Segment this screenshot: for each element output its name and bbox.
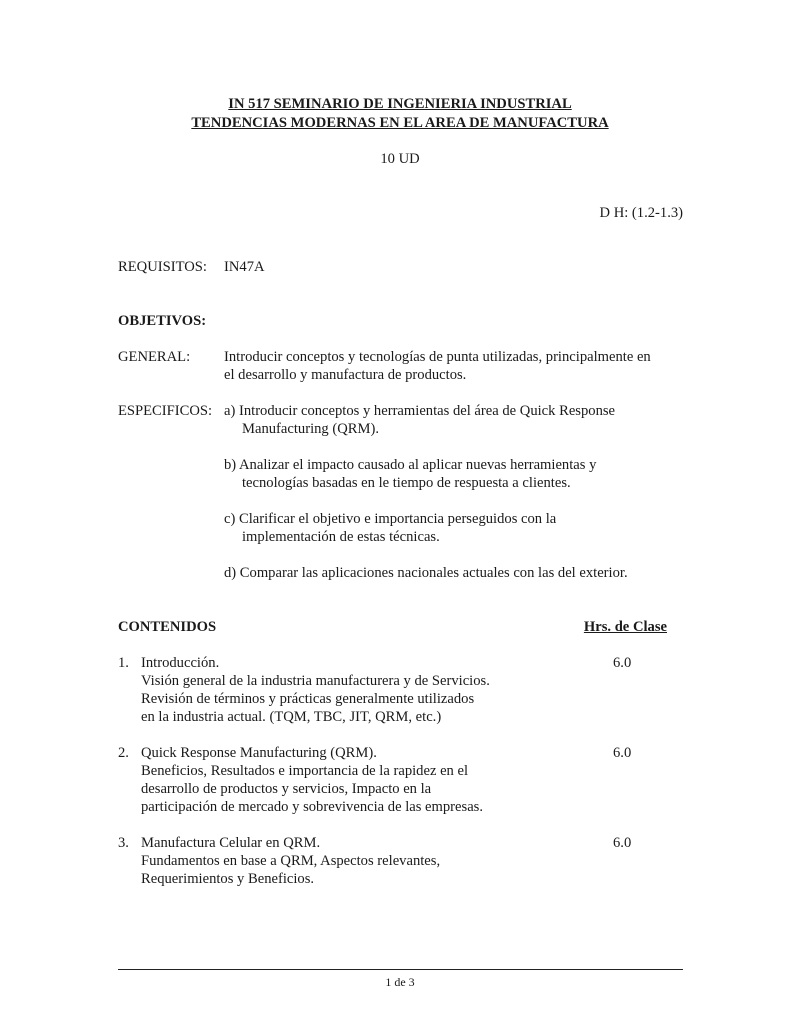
item-3-title: Manufactura Celular en QRM. [141,835,321,851]
especifico-c-line-1: c) Clarificar el objetivo e importancia perseguidos con la [224,511,557,527]
course-dh: D H: (1.2-1.3) [599,205,683,221]
item-1-line-3: en la industria actual. (TQM, TBC, JIT, QRM, etc.) [141,709,442,725]
requisitos-value: IN47A [224,259,265,275]
course-title-line-2: TENDENCIAS MODERNAS EN EL AREA DE MANUFACTURA [191,115,609,131]
item-2-hours: 6.0 [613,745,632,761]
item-2-line-3: participación de mercado y sobrevivencia de las empresas. [141,799,483,815]
course-title-line-1: IN 517 SEMINARIO DE INGENIERIA INDUSTRIAL [228,96,572,112]
item-2-line-1: Beneficios, Resultados e importancia de la rapidez en el [141,763,469,779]
footer-divider [118,969,683,970]
general-text-line-1: Introducir conceptos y tecnologías de punta utilizadas, principalmente en [224,349,651,365]
item-1-number: 1. [118,655,129,671]
objetivos-heading: OBJETIVOS: [118,313,207,329]
item-1-hours: 6.0 [613,655,632,671]
hours-heading: Hrs. de Clase [583,619,667,635]
item-2-title: Quick Response Manufacturing (QRM). [141,745,377,761]
general-text-line-2: el desarrollo y manufactura de productos. [224,367,467,383]
item-3-line-1: Fundamentos en base a QRM, Aspectos relevantes, [141,853,441,869]
item-3-line-2: Requerimientos y Beneficios. [141,871,315,887]
item-1-line-2: Revisión de términos y prácticas generalmente utilizados [141,691,475,707]
contenidos-heading: CONTENIDOS [118,619,217,635]
especificos-label: ESPECIFICOS: [118,403,213,419]
page-number: 1 de 3 [385,975,415,989]
requisitos-label: REQUISITOS: [118,259,207,275]
item-1-line-1: Visión general de la industria manufacturera y de Servicios. [141,673,490,689]
item-1-title: Introducción. [141,655,220,671]
especifico-b-line-2: tecnologías basadas en le tiempo de respuesta a clientes. [242,475,571,491]
item-3-hours: 6.0 [613,835,632,851]
item-3-number: 3. [118,835,129,851]
item-2-line-2: desarrollo de productos y servicios, Impacto en la [141,781,432,797]
general-label: GENERAL: [118,349,191,365]
course-units: 10 UD [380,151,420,167]
especifico-d-line-1: d) Comparar las aplicaciones nacionales actuales con las del exterior. [224,565,628,581]
item-2-number: 2. [118,745,129,761]
especifico-a-line-2: Manufacturing (QRM). [242,421,379,437]
especifico-c-line-2: implementación de estas técnicas. [242,529,440,545]
especifico-b-line-1: b) Analizar el impacto causado al aplicar nuevas herramientas y [224,457,597,473]
especifico-a-line-1: a) Introducir conceptos y herramientas del área de Quick Response [224,403,616,419]
